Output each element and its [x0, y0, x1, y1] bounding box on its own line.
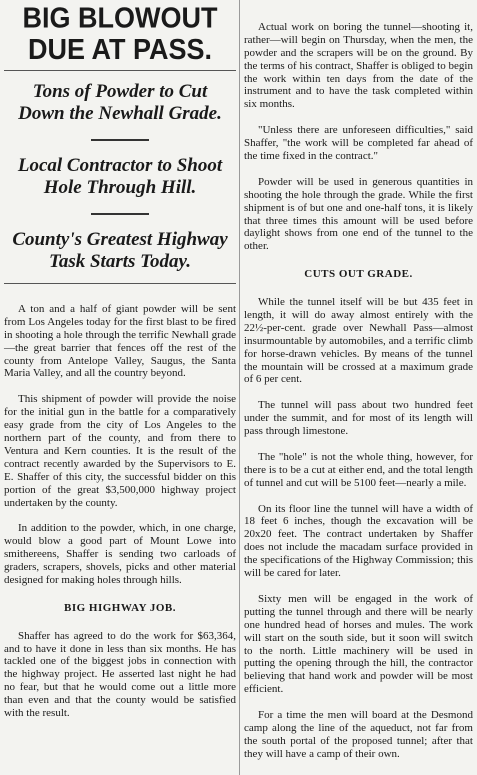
subhead-cuts-out-grade: CUTS OUT GRADE. [304, 268, 413, 281]
paragraph: The "hole" is not the whole thing, however, for there is to be a cut at either end, and the total length of tunnel and cut will be 5100 feet—nearly a mile. [244, 450, 473, 489]
paragraph: Shaffer has agreed to do the work for $63,364, and to have it done in less than six months. He has tackled one of the biggest jobs in connection with the highway project. He asserted last night he had no fear, but that he would come out a little more than even and that the county would be satisfied with the result. [4, 629, 236, 720]
paragraph: A ton and a half of giant powder will be sent from Los Angeles today for the first blast to be fired in shooting a hole through the terrific Newhall grade—the great barrier that fences off the rest of the county from Antelope Valley, Saugus, the Santa Maria Valley, and all the country beyond. [4, 302, 236, 380]
paragraph: Actual work on boring the tunnel—shooting it, rather—will begin on Thursday, when the men, the powder and the scrapers will be on the ground. By the terms of his contract, Shaffer is obliged to begin the work within ten days from the date of the instrument and to have the task completed within six months. [244, 20, 473, 111]
deck-2: Local Contractor to Shoot Hole Through Hill. [17, 155, 223, 198]
deck-divider-1 [91, 139, 149, 141]
subhead-big-highway-job: BIG HIGHWAY JOB. [63, 601, 177, 614]
paragraph: While the tunnel itself will be but 435 feet in length, it will do away almost entirely with the 22½-per-cent. grade over Newhall Pass—almost insurmountable by automobiles, and a terrific climb for horse-drawn vehicles. By means of the tunnel the mountain will be crossed at a maximum grade of 6 per cent. [244, 296, 473, 386]
paragraph: This shipment of powder will provide the noise for the initial gun in the battle for a comparatively easy grade from the city of Los Angeles to the northern part of the county, and from there to Ventura and Kern counties. It is the result of the contract recently awarded by the Supervisors to E. E. Shaffer of this city, the successful bidder on this portion of the great $3,500,000 highway project undertaken by the county. [4, 393, 236, 509]
deck-divider-2 [91, 213, 149, 215]
paragraph: Sixty men will be engaged in the work of putting the tunnel through and there will be nearly one hundred head of horses and mules. The work will start on the south side, but it soon will switch to the north. Little machinery will be used in putting the opening through the hill, the contractor believing that hand work and powder will be most efficient. [244, 592, 473, 696]
paragraph: The tunnel will pass about two hundred feet under the summit, and for most of its length will pass through limestone. [244, 399, 473, 438]
headline: BIG BLOWOUT DUE AT PASS. [22, 2, 218, 66]
right-body [244, 8, 473, 774]
deck-1: Tons of Powder to Cut Down the Newhall Grade. [18, 81, 222, 124]
paragraph: "Unless there are unforeseen difficulties," said Shaffer, "the work will be completed far ahead of the time fixed in the contract." [244, 124, 473, 162]
deck-rule [4, 283, 236, 284]
left-body [4, 290, 236, 733]
paragraph: For a time the men will board at the Desmond camp along the line of the aqueduct, not far from the south portal of the proposed tunnel; after that they will have a camp of their own. [244, 709, 473, 760]
column-rule [239, 0, 240, 775]
paragraph: In addition to the powder, which, in one charge, would blow a good part of Mount Lowe into smithereens, Shaffer is sending two carloads of graders, scrapers, shovels, picks and other material designed for making holes through hills. [4, 522, 236, 586]
headline-rule [4, 70, 236, 71]
left-column [4, 4, 236, 733]
paragraph: Powder will be used in generous quantities in shooting the hole through the grade. While the first shipment is of but one and one-half tons, it is likely that three times this amount will be used before daylight shows from one end of the tunnel to the other. [244, 175, 473, 253]
right-column [244, 8, 473, 774]
deck-3: County's Greatest Highway Task Starts Today. [12, 229, 228, 272]
paragraph: On its floor line the tunnel will have a width of 18 feet 6 inches, though the excavation will be 20x20 feet. The contract undertaken by Shaffer does not include the macadam surface provided in the specifications of the Highway Commission; this will be cared for later. [244, 502, 473, 580]
